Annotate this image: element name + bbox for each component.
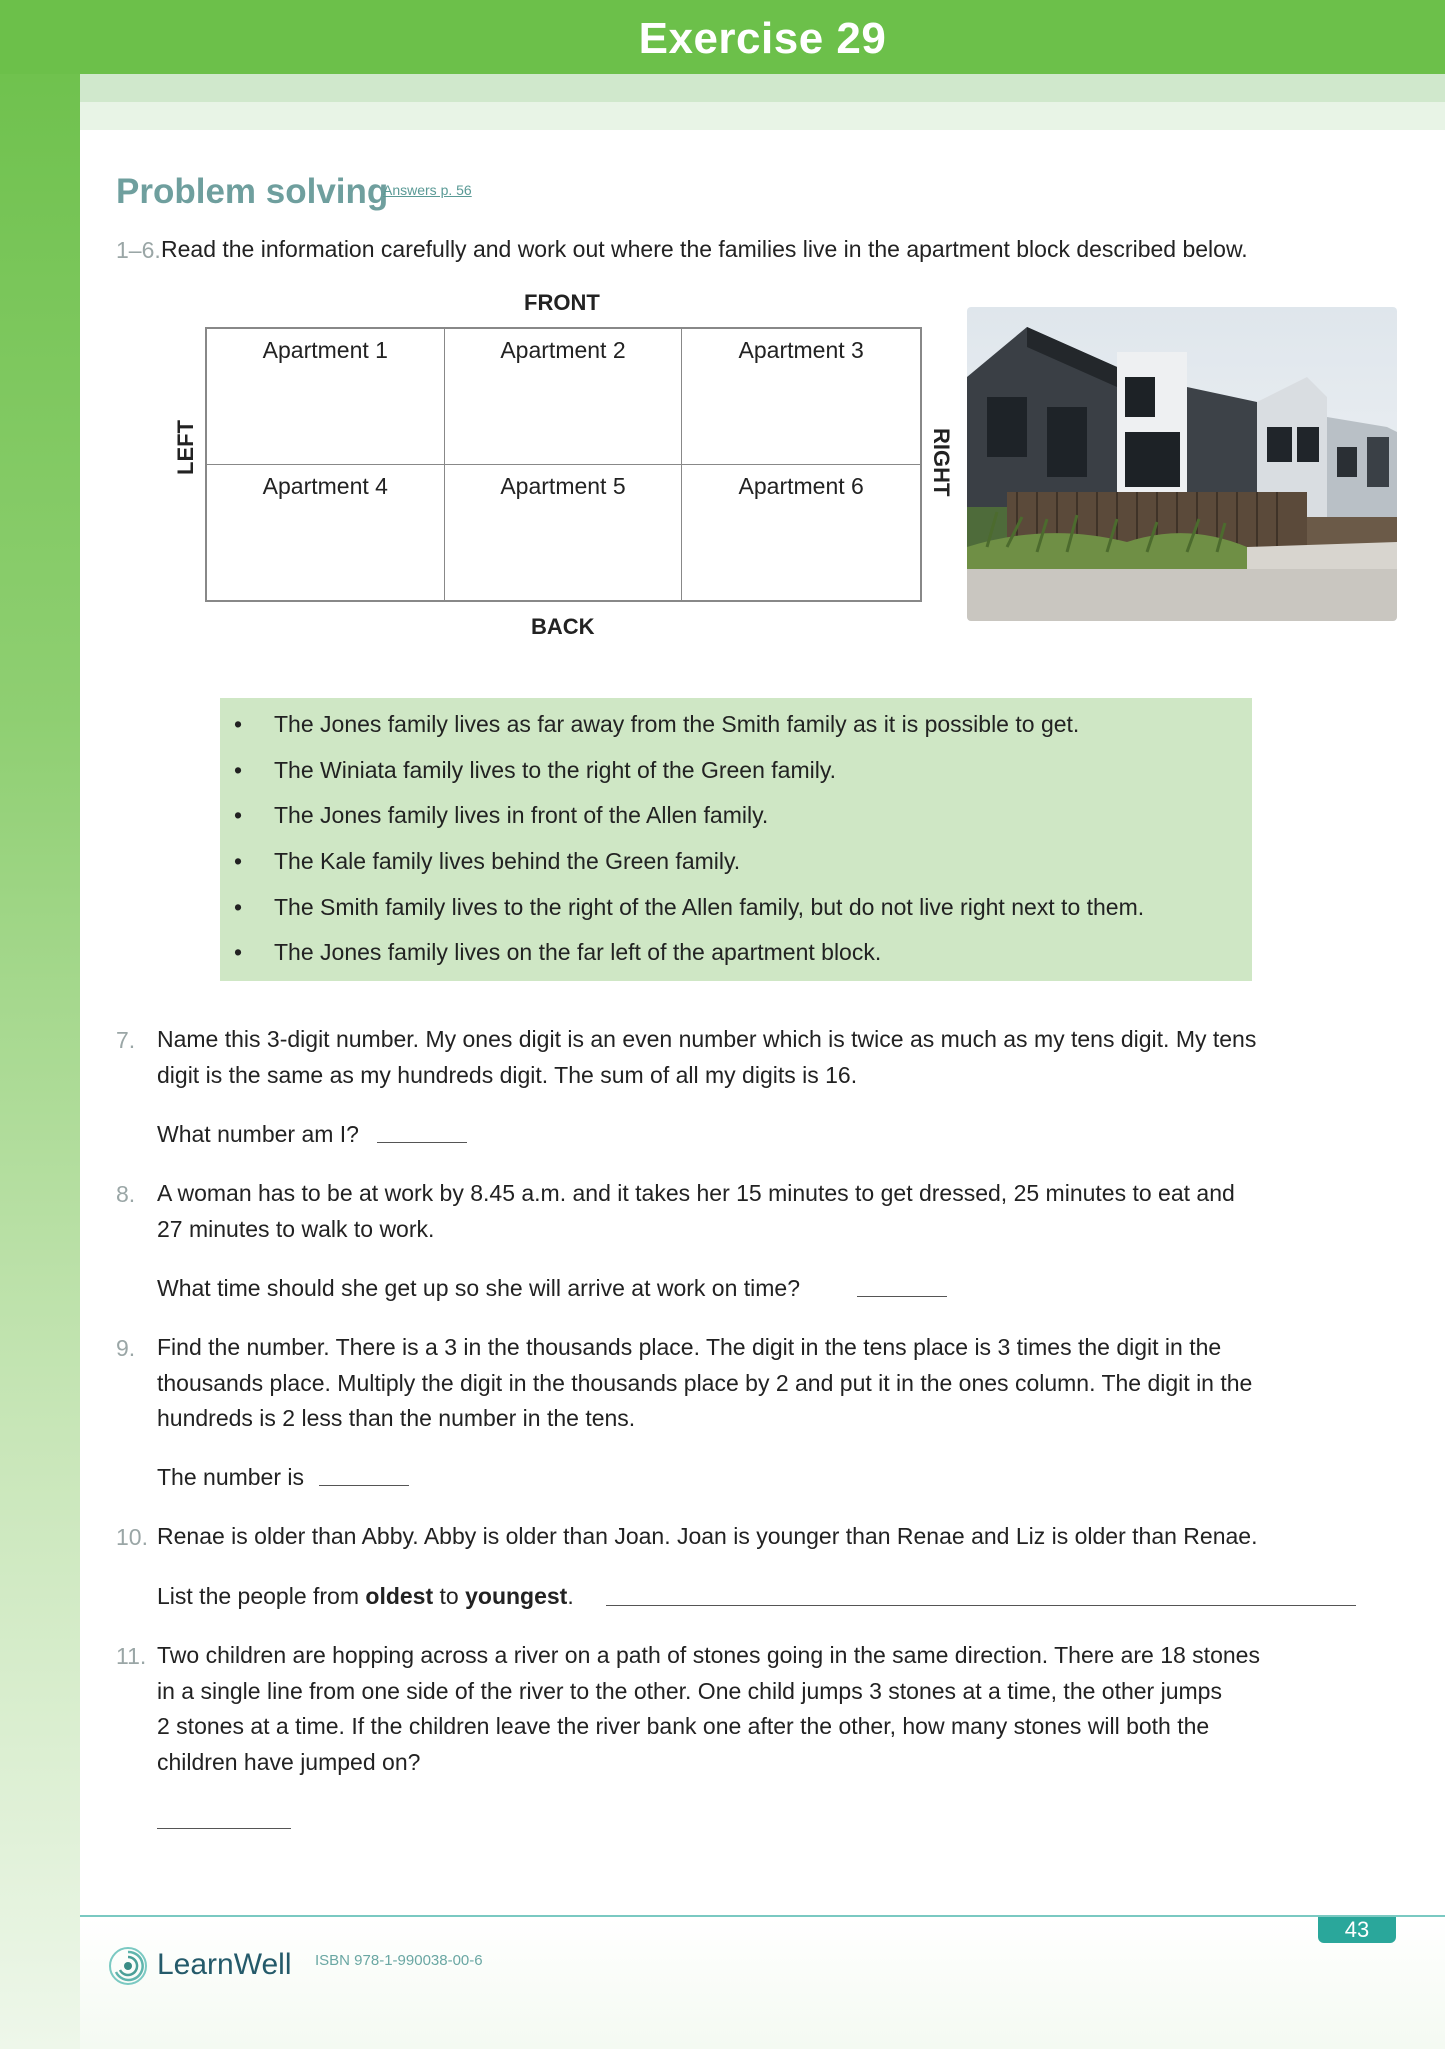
bullet-icon: • xyxy=(234,894,243,920)
page-number: 43 xyxy=(1318,1917,1396,1943)
intro-number: 1–6. xyxy=(116,237,161,263)
apartment-building-photo xyxy=(967,307,1397,621)
bullet-icon: • xyxy=(234,848,243,874)
grid-label-back: BACK xyxy=(531,614,595,639)
brand-name: LearnWell xyxy=(157,1948,292,1981)
apartment-grid xyxy=(205,327,922,602)
footer-divider xyxy=(80,1915,1445,1917)
question-10-prompt xyxy=(157,1578,574,1614)
apartment-cell-2[interactable]: Apartment 2 xyxy=(445,329,683,465)
prompt-part: to xyxy=(433,1583,466,1609)
question-11-line-4: children have jumped on? xyxy=(157,1749,421,1775)
question-10-answer-line[interactable] xyxy=(606,1605,1356,1606)
bullet-icon: • xyxy=(234,757,243,783)
grid-label-front: FRONT xyxy=(524,290,600,315)
question-10-number: 10. xyxy=(116,1524,148,1550)
question-10-line-1: Renae is older than Abby. Abby is older than Joan. Joan is younger than Renae and Liz is older than Renae. xyxy=(157,1523,1258,1549)
apartment-cell-4[interactable]: Apartment 4 xyxy=(207,465,445,601)
question-7-answer-line[interactable] xyxy=(377,1142,467,1143)
footer-background xyxy=(80,1917,1445,2049)
bullet-icon: • xyxy=(234,711,243,737)
bullet-icon: • xyxy=(234,802,243,828)
apartment-cell-1[interactable]: Apartment 1 xyxy=(207,329,445,465)
section-title: Problem solving xyxy=(116,172,389,211)
prompt-part: . xyxy=(567,1583,574,1609)
apartment-cell-6[interactable]: Apartment 6 xyxy=(738,472,864,499)
intro-text: Read the information carefully and work out where the families live in the apartment block described below. xyxy=(161,236,1248,262)
header-shade-light xyxy=(80,102,1445,130)
answers-link[interactable]: Answers p. 56 xyxy=(383,182,472,198)
prompt-part: List the people from xyxy=(157,1583,366,1609)
question-11-number: 11. xyxy=(116,1643,147,1669)
question-8-line-2: 27 minutes to walk to work. xyxy=(157,1216,435,1242)
question-7-line-2: digit is the same as my hundreds digit. The sum of all my digits is 16. xyxy=(157,1062,858,1088)
apartment-cell-5[interactable]: Apartment 5 xyxy=(445,465,683,601)
question-11-line-3: 2 stones at a time. If the children leave the river bank one after the other, how many stones will both the xyxy=(157,1713,1210,1739)
question-9-answer-line[interactable] xyxy=(319,1485,409,1486)
isbn-text: ISBN 978-1-990038-00-6 xyxy=(315,1952,483,1969)
question-9-line-3: hundreds is 2 less than the number in the tens. xyxy=(157,1405,636,1431)
question-9-line-1: Find the number. There is a 3 in the thousands place. The digit in the tens place is 3 times the digit in the xyxy=(157,1334,1222,1360)
question-9-number: 9. xyxy=(116,1335,136,1361)
question-11-line-2: in a single line from one side of the river to the other. One child jumps 3 stones at a time, the other jumps xyxy=(157,1678,1222,1704)
clues-box: • The Jones family lives as far away from the Smith family as it is possible to get. • The Winiata family lives to the right of the Green family. • The Jones family lives in front of the Allen family. • The Kale family lives behind the Green family. • The Smith family lives to the right of the Allen family, but do not live right next to them. • The Jones family lives on the far left of the apartment block. xyxy=(220,698,1252,981)
exercise-title: Exercise 29 xyxy=(638,14,887,63)
question-11-line-1: Two children are hopping across a river on a path of stones going in the same direction. There are 18 stones xyxy=(157,1642,1260,1668)
grid-label-right: RIGHT xyxy=(929,428,954,497)
header-shade xyxy=(80,74,1445,102)
prompt-oldest: oldest xyxy=(365,1583,434,1609)
grid-label-left: LEFT xyxy=(173,420,198,475)
bullet-icon: • xyxy=(234,939,243,965)
question-7-number: 7. xyxy=(116,1027,136,1053)
question-11-answer-line[interactable] xyxy=(157,1828,291,1829)
question-8-number: 8. xyxy=(116,1181,136,1207)
left-color-stripe xyxy=(0,0,80,2049)
question-7-line-1: Name this 3-digit number. My ones digit is an even number which is twice as much as my tens digit. My tens xyxy=(157,1026,1257,1052)
question-9-line-2: thousands place. Multiply the digit in the thousands place by 2 and put it in the ones column. The digit in the xyxy=(157,1370,1253,1396)
apartment-cell-3[interactable]: Apartment 3 xyxy=(682,329,920,465)
question-9-prompt: The number is xyxy=(157,1464,305,1490)
question-8-line-1: A woman has to be at work by 8.45 a.m. and it takes her 15 minutes to get dressed, 25 minutes to eat and xyxy=(157,1180,1235,1206)
question-7-prompt: What number am I? xyxy=(157,1121,359,1147)
question-8-answer-line[interactable] xyxy=(857,1296,947,1297)
prompt-youngest: youngest xyxy=(465,1583,568,1609)
question-8-prompt: What time should she get up so she will arrive at work on time? xyxy=(157,1275,801,1301)
learnwell-logo-icon xyxy=(108,1946,148,1991)
